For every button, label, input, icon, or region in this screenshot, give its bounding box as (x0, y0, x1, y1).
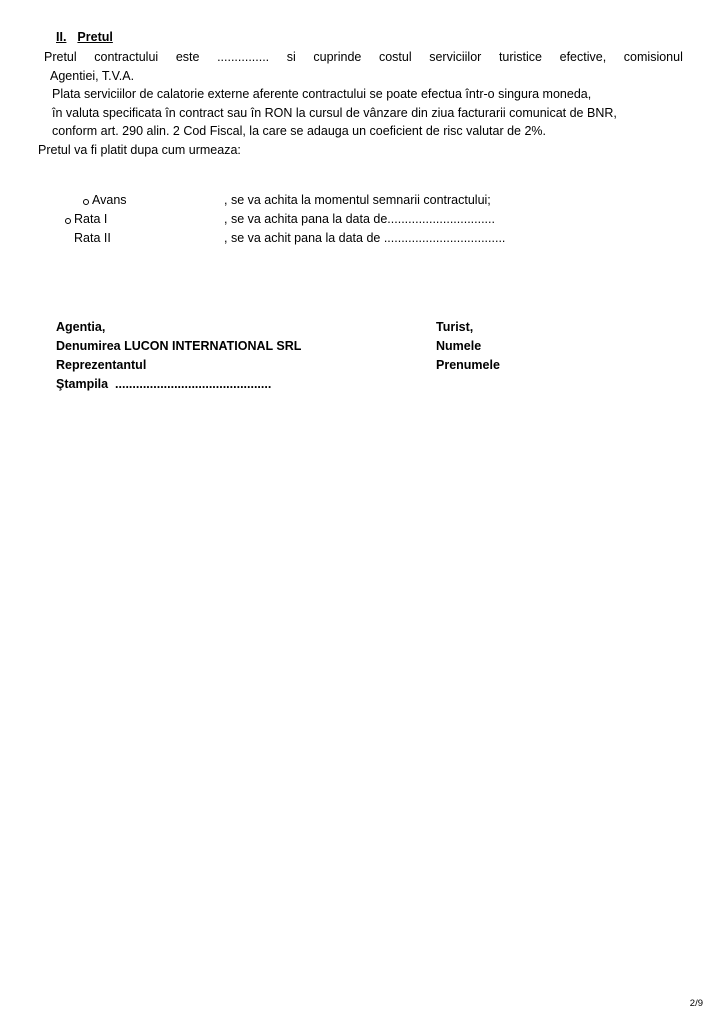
signature-tourist-line-2: Numele (436, 339, 482, 353)
signature-tourist-column (436, 318, 686, 375)
price-w4: ............... (217, 50, 270, 64)
paragraph-payment-currency (38, 85, 688, 141)
price-w10: efective, (559, 50, 607, 64)
price-w1: Pretul (44, 50, 77, 64)
signature-agency-line-4: Ştampila ............................................. (56, 377, 272, 391)
circle-bullet-icon (80, 192, 92, 211)
signature-agency-column (56, 318, 436, 394)
price-w7: costul (378, 50, 412, 64)
payment-item-label: Rata II (74, 231, 111, 245)
signature-agency-line-1: Agentia, (56, 320, 106, 334)
price-w2: contractului (94, 50, 159, 64)
payment-currency-line3: conform art. 290 alin. 2 Cod Fiscal, la care se adauga un coeficient de risc valutar de 2%. (52, 124, 547, 138)
paragraph-payment-intro: Pretul va fi platit dupa cum urmeaza: (38, 142, 241, 157)
payment-item-label: Avans (92, 193, 127, 207)
list-item (62, 210, 688, 229)
payment-item-text: , se va achit pana la data de ................................... (224, 231, 506, 245)
payment-item-label: Rata I (74, 212, 108, 226)
signature-agency-line-3: Reprezentantul (56, 358, 147, 372)
price-w6: cuprinde (313, 50, 362, 64)
price-w11: comisionul (623, 50, 683, 64)
price-w9: turistice (498, 50, 543, 64)
payment-item-text: , se va achita la momentul semnarii contractului; (224, 193, 491, 207)
list-item (62, 191, 688, 210)
price-w5: si (286, 50, 296, 64)
price-w3: este (175, 50, 200, 64)
payment-currency-line2: în valuta specificata în contract sau în RON la cursul de vânzare din ziua facturarii comunicat de BNR, (52, 105, 617, 120)
payment-currency-line1: Plata serviciilor de calatorie externe aferente contractului se poate efectua într-o singura moneda, (52, 87, 592, 101)
section-title: Pretul (77, 30, 113, 44)
signature-agency-line-2: Denumirea LUCON INTERNATIONAL SRL (56, 339, 302, 353)
paragraph-price (38, 48, 683, 85)
paragraph-price-line1 (38, 48, 683, 67)
price-w8: serviciilor (429, 50, 482, 64)
page-number: 2/9 (689, 998, 703, 1009)
signature-tourist-line-3: Prenumele (436, 358, 500, 372)
document-content (38, 30, 688, 391)
paragraph-price-line2: Agentiei, T.V.A. (50, 68, 135, 83)
section-heading (56, 30, 688, 44)
list-item (62, 229, 688, 248)
payment-schedule-list (62, 191, 688, 248)
circle-bullet-icon (62, 211, 74, 230)
signature-tourist-line-1: Turist, (436, 320, 474, 334)
section-number: II. (56, 30, 67, 44)
payment-item-text: , se va achita pana la data de............................... (224, 212, 495, 226)
